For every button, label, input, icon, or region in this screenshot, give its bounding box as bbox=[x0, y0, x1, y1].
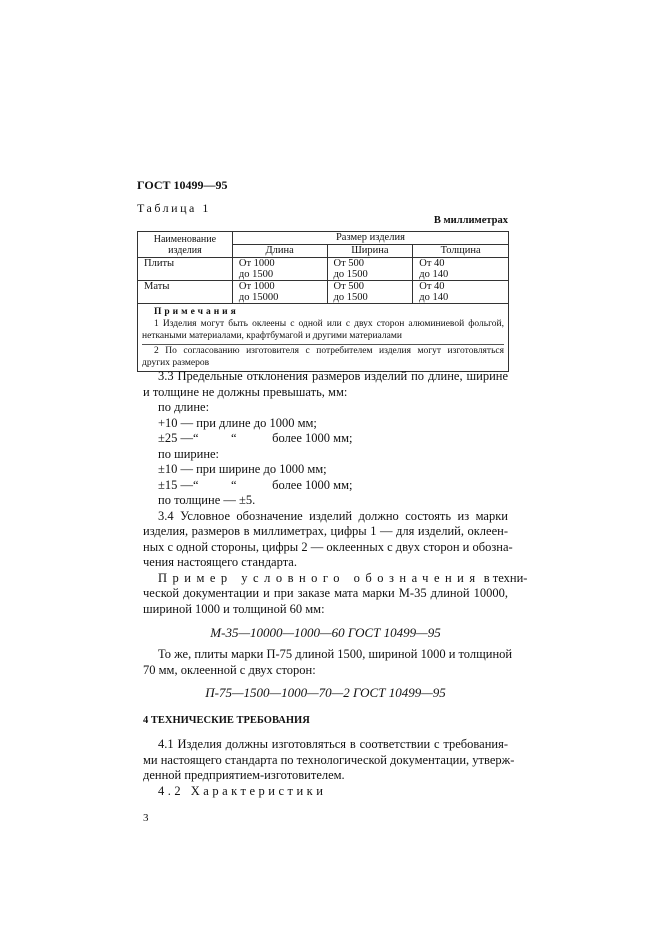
cell-length bbox=[232, 281, 327, 304]
text-line bbox=[143, 431, 508, 447]
cell-from: От 40 bbox=[419, 281, 445, 292]
same-example bbox=[143, 647, 513, 678]
document-header: ГОСТ 10499—95 bbox=[137, 178, 228, 192]
text-line bbox=[143, 570, 528, 587]
dimensions-table bbox=[137, 231, 509, 372]
note-1-line-2: неткаными материалами, крафтбумагой и другими материалами bbox=[142, 331, 402, 341]
cell-from: От 1000 bbox=[238, 281, 275, 292]
text-line: ческой документации и при заказе мата марки М-35 длиной 10000, bbox=[143, 586, 508, 600]
ditto-mark: “ bbox=[193, 477, 199, 492]
text-fragment: ±25 — bbox=[158, 431, 193, 445]
table-row bbox=[138, 258, 509, 281]
text-line: по длине: bbox=[158, 400, 210, 414]
section-3-3 bbox=[143, 369, 528, 617]
example-label: Пример условного обозначения bbox=[158, 570, 481, 585]
text-line: ных с одной стороны, цифры 2 — оклеенных с двух сторон и обозна- bbox=[143, 539, 513, 554]
table-caption: Таблица 1 bbox=[137, 201, 211, 215]
text-line: То же, плиты марки П-75 длиной 1500, шириной 1000 и толщиной bbox=[158, 647, 513, 661]
table-notes bbox=[138, 304, 509, 372]
section-4-1 bbox=[143, 737, 515, 799]
cell-thickness bbox=[413, 258, 509, 281]
cell-to: до 1500 bbox=[238, 269, 274, 280]
ditto-mark: “ bbox=[231, 431, 237, 445]
cell-from: От 500 bbox=[333, 258, 365, 269]
note-1-line-1: 1 Изделия могут быть оклеены с одной или с двух сторон алюминиевой фольгой, bbox=[154, 319, 504, 329]
section-4-2-title: 4.2 Характеристики bbox=[158, 783, 327, 798]
row-name: Плиты bbox=[138, 258, 233, 281]
text-line: по ширине: bbox=[158, 446, 220, 461]
table-units: В миллиметрах bbox=[433, 215, 508, 226]
text-line: денной предприятием-изготовителем. bbox=[143, 768, 345, 782]
text-line: изделия, размеров в миллиметрах, цифры 1 — для изделий, оклеен- bbox=[143, 524, 508, 538]
text-fragment: ±15 — bbox=[158, 477, 193, 492]
header-length: Длина bbox=[232, 245, 327, 258]
text-line: по толщине — ±5. bbox=[158, 493, 256, 507]
text-line: ми настоящего стандарта по технологической документации, утверж- bbox=[143, 752, 515, 767]
page-number: 3 bbox=[143, 812, 149, 824]
text-line: чения настоящего стандарта. bbox=[143, 555, 297, 569]
text-line: 4.1 Изделия должны изготовляться в соответствии с требования- bbox=[158, 737, 508, 751]
text-fragment: в техни- bbox=[483, 570, 528, 585]
text-line: и толщине не должны превышать, мм: bbox=[143, 384, 348, 399]
cell-to: до 15000 bbox=[238, 292, 279, 303]
formula-mat: М-35—10000—1000—60 ГОСТ 10499—95 bbox=[210, 625, 441, 640]
cell-width bbox=[327, 258, 413, 281]
cell-from: От 1000 bbox=[238, 258, 275, 269]
text-line: шириной 1000 и толщиной 60 мм: bbox=[143, 601, 325, 616]
text-line: ±10 — при ширине до 1000 мм; bbox=[158, 462, 327, 476]
cell-thickness bbox=[413, 281, 509, 304]
cell-to: до 140 bbox=[419, 292, 449, 303]
cell-to: до 1500 bbox=[333, 292, 368, 303]
text-line bbox=[143, 478, 508, 494]
text-line: 3.3 Предельные отклонения размеров изделий по длине, ширине bbox=[158, 369, 508, 383]
text-line: +10 — при длине до 1000 мм; bbox=[158, 415, 317, 430]
header-product-name: Наименование изделия bbox=[138, 232, 233, 258]
row-name: Маты bbox=[138, 281, 233, 304]
cell-to: до 1500 bbox=[333, 269, 368, 280]
cell-from: От 40 bbox=[419, 258, 445, 269]
cell-to: до 140 bbox=[419, 269, 449, 280]
note-2-line-1: 2 По согласованию изготовителя с потребителем изделия могут изготовляться bbox=[142, 344, 504, 357]
cell-from: От 500 bbox=[333, 281, 365, 292]
ditto-mark: “ bbox=[193, 431, 199, 445]
text-fragment: более 1000 мм; bbox=[272, 477, 353, 492]
text-fragment: более 1000 мм; bbox=[272, 431, 353, 445]
cell-length bbox=[232, 258, 327, 281]
section-4-title: 4 ТЕХНИЧЕСКИЕ ТРЕБОВАНИЯ bbox=[143, 715, 310, 726]
header-thickness: Толщина bbox=[413, 245, 509, 258]
ditto-mark: “ bbox=[231, 477, 237, 492]
text-line: 3.4 Условное обозначение изделий должно состоять из марки bbox=[158, 508, 508, 523]
formula-plate: П-75—1500—1000—70—2 ГОСТ 10499—95 bbox=[205, 685, 446, 700]
cell-width bbox=[327, 281, 413, 304]
notes-title: Примечания bbox=[154, 307, 239, 317]
note-2-line-2: других размеров bbox=[142, 358, 210, 368]
header-width: Ширина bbox=[327, 245, 413, 258]
header-size-group: Размер изделия bbox=[232, 232, 508, 245]
table-row bbox=[138, 281, 509, 304]
text-line: 70 мм, оклеенной с двух сторон: bbox=[143, 662, 316, 677]
